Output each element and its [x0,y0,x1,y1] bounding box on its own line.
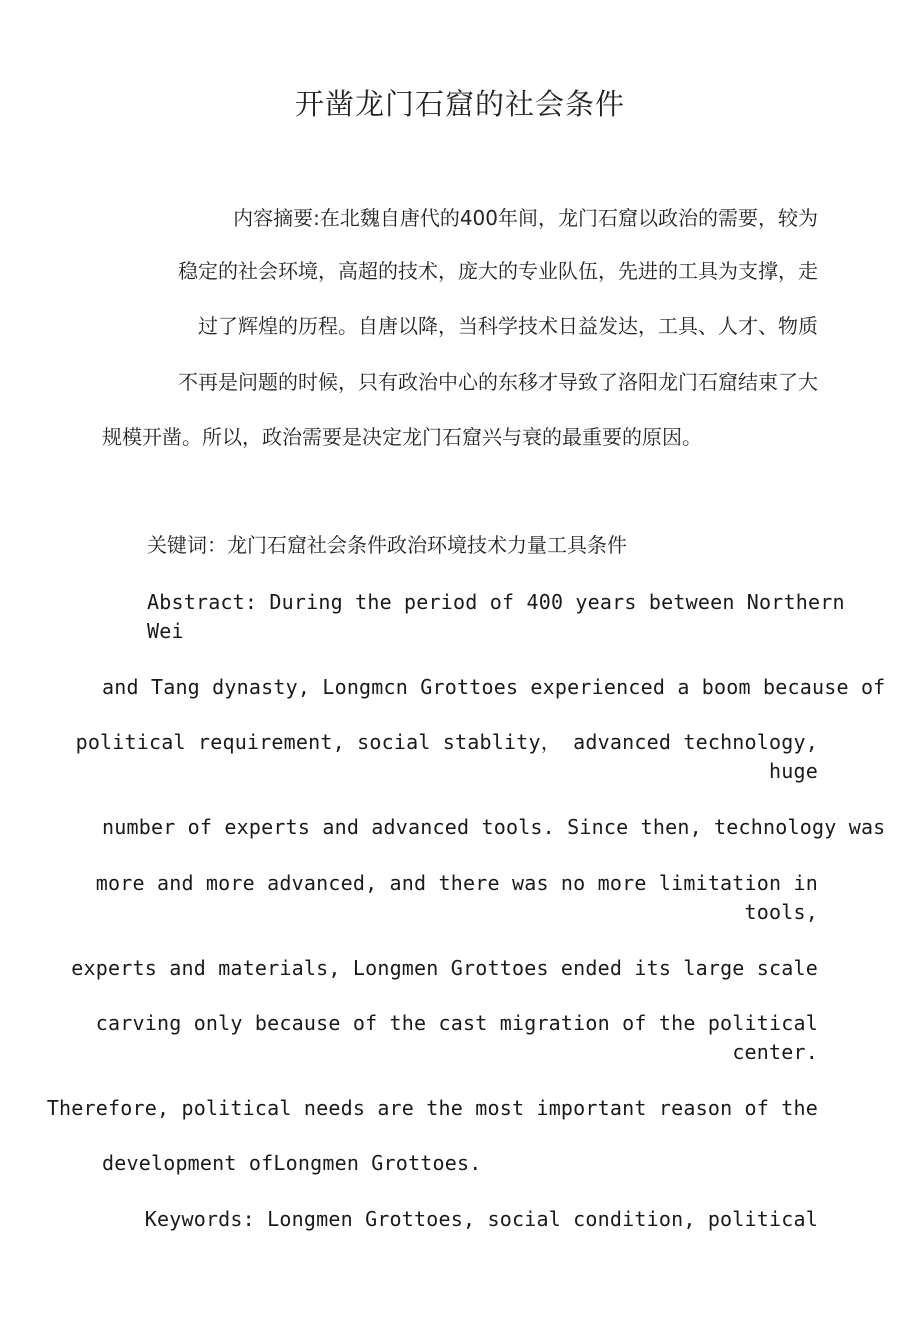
abstract-zh-line-2: 稳定的社会环境，高超的技术，庞大的专业队伍，先进的工具为支撑，走 [178,259,818,283]
abstract-en-line-3-wrap: huge [769,759,818,783]
abstract-zh-line-5: 规模开凿。所以，政治需要是决定龙门石窟兴与衰的最重要的原因。 [102,425,702,449]
abstract-en-line-9: development ofLongmen Grottoes. [102,1151,482,1175]
abstract-en-line-2: and Tang dynasty, Longmcn Grottoes experienced a boom because of [102,675,886,699]
abstract-en-line-6: experts and materials, Longmen Grottoes ended its large scale [71,956,818,980]
abstract-zh-line-3: 过了辉煌的历程。自唐以降，当科学技术日益发达，工具、人才、物质 [198,314,818,338]
page-title: 开凿龙门石窟的社会条件 [294,87,625,121]
abstract-zh-line-1: 内容摘要:在北魏自唐代的400年间，龙门石窟以政治的需要，较为 [233,206,818,230]
abstract-en-line-1-wrap: Wei [147,619,184,643]
abstract-en-line-1: Abstract: During the period of 400 years between Northern [147,590,845,614]
abstract-zh-line-4: 不再是问题的时候，只有政治中心的东移才导致了洛阳龙门石窟结束了大 [178,370,818,394]
abstract-en-line-7: carving only because of the cast migration of the political [95,1011,818,1035]
abstract-en-line-5: more and more advanced, and there was no more limitation in [95,871,818,895]
abstract-en-line-5-wrap: tools, [744,900,818,924]
abstract-en-line-4: number of experts and advanced tools. Since then, technology was [102,815,886,839]
abstract-en-line-7-wrap: center. [732,1040,818,1064]
abstract-en-line-3: political requirement, social stablity， advanced technology, [75,730,818,754]
abstract-en-line-8: Therefore, political needs are the most important reason of the [46,1096,818,1120]
keywords-zh: 关键词：龙门石窟社会条件政治环境技术力量工具条件 [147,533,627,557]
keywords-en: Keywords: Longmen Grottoes, social condition, political [144,1207,818,1231]
